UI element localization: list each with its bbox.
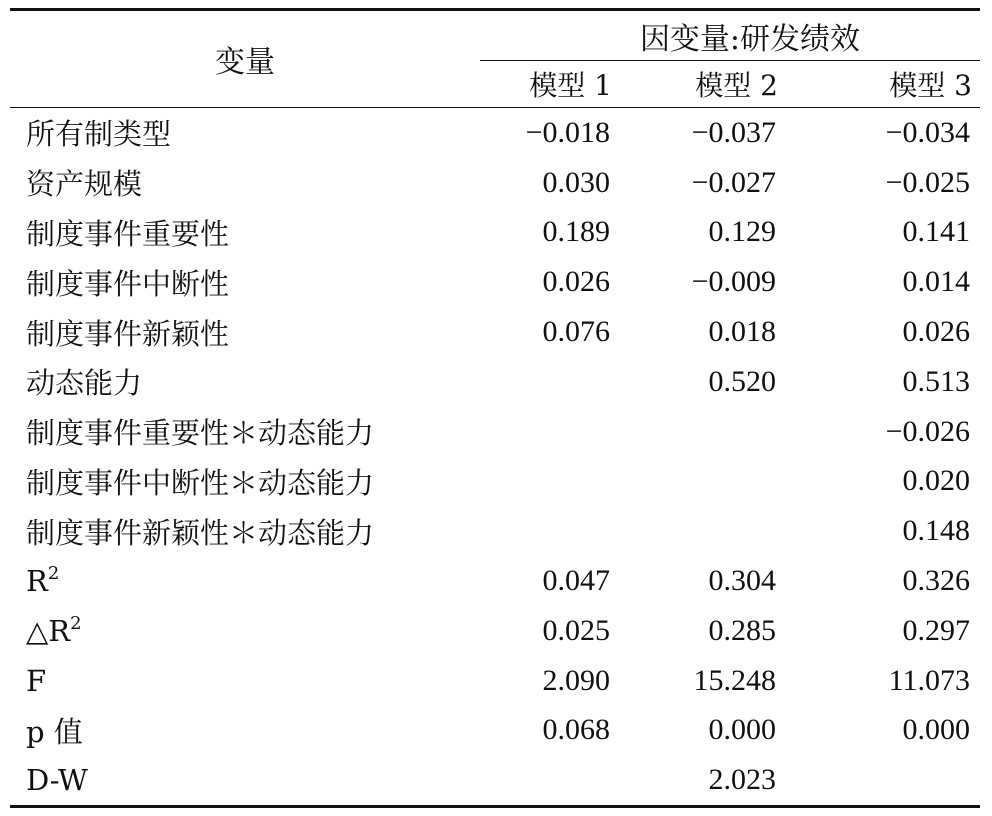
row-label: 制度事件新颖性＊动态能力 xyxy=(26,515,375,550)
table-header xyxy=(10,10,980,108)
table-row xyxy=(10,257,980,307)
model-1-header: 模型 1 xyxy=(480,61,620,108)
model-3-value xyxy=(786,755,980,806)
model-2-value: 2.023 xyxy=(620,755,786,806)
row-label-cell xyxy=(10,656,480,706)
table-body xyxy=(10,108,980,807)
model-2-value xyxy=(620,506,786,556)
model-3-value: 0.026 xyxy=(902,315,970,349)
row-label-cell xyxy=(10,755,480,806)
table-row xyxy=(10,556,980,606)
table-row xyxy=(10,606,980,656)
model-1-value: 0.030 xyxy=(542,165,610,199)
model-1-value: 2.090 xyxy=(542,663,610,697)
model-1-value xyxy=(480,506,620,556)
model-2-value: 0.304 xyxy=(708,564,776,598)
model-2-value: 0.129 xyxy=(708,215,776,249)
row-label-cell xyxy=(10,257,480,307)
table-row xyxy=(10,108,980,158)
model-3-value: 0.014 xyxy=(902,265,970,299)
row-label-cell xyxy=(10,108,480,158)
dependent-variable-label: 因变量:研发绩效 xyxy=(639,22,861,57)
row-label: 制度事件重要性＊动态能力 xyxy=(26,416,375,451)
row-label-cell xyxy=(10,357,480,407)
model-3-value: −0.025 xyxy=(885,165,970,199)
model-1-value xyxy=(480,755,620,806)
table-row xyxy=(10,755,980,806)
model-2-value xyxy=(620,407,786,457)
model-3-value: 0.513 xyxy=(902,364,970,398)
row-label: 制度事件重要性 xyxy=(26,216,230,251)
dependent-variable-header xyxy=(480,10,980,62)
model-1-value: 0.068 xyxy=(542,713,610,747)
table-row xyxy=(10,656,980,706)
row-label: 动态能力 xyxy=(26,366,143,401)
model-3-value: 11.073 xyxy=(888,663,970,697)
row-label: 制度事件中断性 xyxy=(26,266,230,301)
model-3-value: 0.297 xyxy=(902,613,970,647)
model-2-value: 0.000 xyxy=(708,713,776,747)
row-label-cell xyxy=(10,457,480,507)
model-2-value: 0.018 xyxy=(708,315,776,349)
row-label-cell xyxy=(10,407,480,457)
model-2-value: −0.037 xyxy=(691,115,776,149)
model-3-value: 0.326 xyxy=(902,564,970,598)
row-label-superscript: 2 xyxy=(70,612,82,634)
row-label-cell xyxy=(10,158,480,208)
model-1-value: 0.047 xyxy=(542,564,610,598)
model-2-value: 0.285 xyxy=(708,613,776,647)
model-2-value: −0.009 xyxy=(691,265,776,299)
row-label-cell xyxy=(10,606,480,656)
row-label-cell xyxy=(10,706,480,756)
model-1-value: −0.018 xyxy=(525,115,610,149)
model-1-value: 0.189 xyxy=(542,215,610,249)
row-label-cell xyxy=(10,208,480,258)
row-label: 制度事件新颖性 xyxy=(26,316,230,351)
row-label: F xyxy=(26,663,47,698)
row-label: R xyxy=(26,564,48,599)
model-3-value: −0.026 xyxy=(885,414,970,448)
model-3-value: 0.148 xyxy=(902,514,970,548)
row-label: △R xyxy=(26,613,71,648)
row-label-superscript: 2 xyxy=(47,563,60,585)
regression-table xyxy=(10,8,980,808)
row-label-cell xyxy=(10,307,480,357)
row-label: 制度事件中断性＊动态能力 xyxy=(26,465,375,500)
regression-table-container xyxy=(10,8,980,808)
table-row xyxy=(10,357,980,407)
table-row xyxy=(10,706,980,756)
variable-column-header: 变量 xyxy=(10,10,480,108)
model-3-value: −0.034 xyxy=(885,115,970,149)
row-label: p 值 xyxy=(26,714,83,749)
row-label-cell xyxy=(10,506,480,556)
header-row-top xyxy=(10,10,980,62)
model-1-value: 0.076 xyxy=(542,315,610,349)
model-1-value xyxy=(480,457,620,507)
table-row xyxy=(10,506,980,556)
model-2-value xyxy=(620,457,786,507)
row-label: 资产规模 xyxy=(26,167,143,202)
table-row xyxy=(10,457,980,507)
model-3-header: 模型 3 xyxy=(786,61,980,108)
model-3-value: 0.000 xyxy=(902,713,970,747)
table-row xyxy=(10,407,980,457)
model-1-value: 0.025 xyxy=(542,613,610,647)
table-row xyxy=(10,158,980,208)
model-2-value: −0.027 xyxy=(691,165,776,199)
table-row xyxy=(10,208,980,258)
model-1-value: 0.026 xyxy=(542,265,610,299)
model-2-value: 15.248 xyxy=(693,663,776,697)
model-3-value: 0.141 xyxy=(902,215,970,249)
table-row xyxy=(10,307,980,357)
row-label: 所有制类型 xyxy=(26,117,172,152)
header-divider xyxy=(480,60,980,61)
model-2-header: 模型 2 xyxy=(620,61,786,108)
model-3-value: 0.020 xyxy=(902,464,970,498)
model-2-value: 0.520 xyxy=(708,364,776,398)
row-label-cell xyxy=(10,556,480,606)
row-label: D-W xyxy=(26,763,88,798)
model-1-value xyxy=(480,357,620,407)
model-1-value xyxy=(480,407,620,457)
